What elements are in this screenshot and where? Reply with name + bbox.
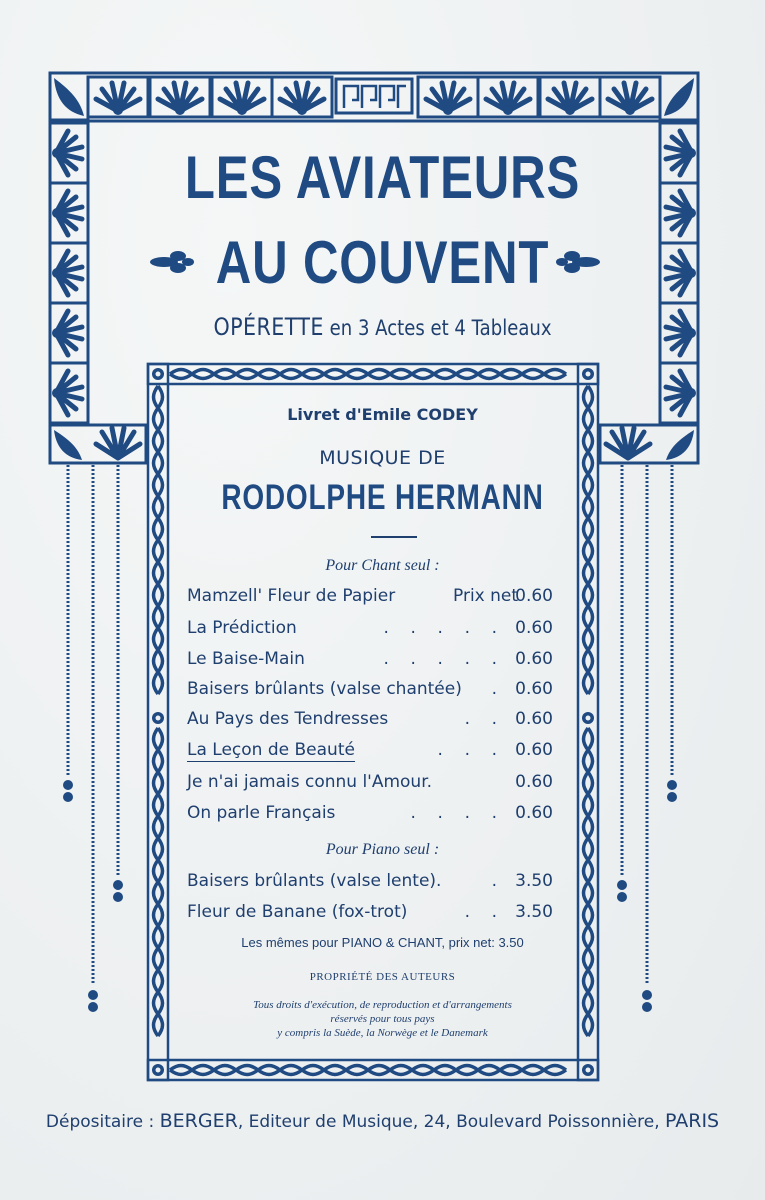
composer-name: RODOLPHE HERMANN bbox=[221, 478, 544, 517]
song-title: Au Pays des Tendresses bbox=[187, 709, 389, 729]
divider-rule bbox=[371, 536, 417, 538]
leader-dots: . . . . . bbox=[383, 649, 497, 669]
publisher-name: BERGER bbox=[159, 1110, 238, 1132]
rights-line-3: y compris la Suède, la Norwège et le Danemark bbox=[277, 1027, 488, 1039]
song-price: 0.60 bbox=[515, 740, 553, 760]
song-price: 0.60 bbox=[515, 679, 553, 699]
price-prefix: Prix net bbox=[453, 586, 519, 606]
leader-dots: . . . . . bbox=[383, 618, 497, 638]
piano-price: 3.50 bbox=[515, 871, 553, 891]
song-row bbox=[187, 618, 557, 646]
leader-dots: . . . . bbox=[410, 803, 497, 823]
song-title: La Prédiction bbox=[187, 618, 297, 638]
subtitle-genre: OPÉRETTE bbox=[213, 313, 324, 341]
rights-line-2: réservés pour tous pays bbox=[330, 1013, 435, 1025]
leader-dots: . . bbox=[464, 902, 497, 922]
piano-row bbox=[187, 871, 557, 899]
piano-title: Baisers brûlants (valse lente). bbox=[187, 871, 442, 891]
leader-dots: . . . bbox=[437, 740, 497, 760]
publisher-line bbox=[0, 1110, 765, 1132]
chant-section-heading: Pour Chant seul : bbox=[325, 557, 440, 574]
title-line-2: AU COUVENT bbox=[215, 229, 550, 296]
publisher-address: , Editeur de Musique, 24, Boulevard Poissonnière, bbox=[237, 1112, 665, 1132]
song-row bbox=[187, 709, 557, 737]
song-price: 0.60 bbox=[515, 772, 553, 792]
song-title: Je n'ai jamais connu l'Amour. bbox=[187, 772, 433, 792]
leader-dots: . bbox=[491, 871, 497, 891]
song-row bbox=[187, 740, 557, 768]
subtitle-acts: en 3 Actes et 4 Tableaux bbox=[323, 316, 552, 340]
song-title: Baisers brûlants (valse chantée) bbox=[187, 679, 462, 699]
song-title: Le Baise-Main bbox=[187, 649, 305, 669]
piano-price: 3.50 bbox=[515, 902, 553, 922]
piano-section-heading: Pour Piano seul : bbox=[325, 841, 440, 858]
leader-dots: . . bbox=[464, 709, 497, 729]
combined-price-note: Les mêmes pour PIANO & CHANT, prix net: 3.50 bbox=[241, 935, 524, 950]
song-title: La Leçon de Beauté bbox=[187, 740, 355, 760]
leader-dots: . bbox=[491, 679, 497, 699]
song-title: On parle Français bbox=[187, 803, 336, 823]
rights-line-1: Tous droits d'exécution, de reproduction et d'arrangements bbox=[253, 999, 512, 1011]
subtitle bbox=[54, 313, 712, 341]
song-price: 0.60 bbox=[515, 649, 553, 669]
ownership-note: PROPRIÉTÉ DES AUTEURS bbox=[309, 971, 456, 983]
song-row bbox=[187, 649, 557, 677]
song-row bbox=[187, 679, 557, 707]
song-row bbox=[187, 772, 557, 800]
song-price: 0.60 bbox=[515, 618, 553, 638]
librettist-credit: Livret d'Emile CODEY bbox=[287, 405, 478, 424]
music-by-label: MUSIQUE DE bbox=[319, 447, 446, 469]
song-title: Mamzell' Fleur de Papier bbox=[187, 586, 396, 606]
song-row bbox=[187, 586, 557, 614]
piano-row bbox=[187, 902, 557, 930]
song-row bbox=[187, 803, 557, 831]
piano-title: Fleur de Banane (fox-trot) bbox=[187, 902, 408, 922]
song-price: 0.60 bbox=[515, 709, 553, 729]
title-line-1: LES AVIATEURS bbox=[184, 144, 581, 211]
song-price: 0.60 bbox=[515, 803, 553, 823]
song-price: 0.60 bbox=[515, 586, 553, 606]
publisher-city: PARIS bbox=[665, 1110, 720, 1132]
depositaire-label: Dépositaire : bbox=[45, 1112, 160, 1132]
